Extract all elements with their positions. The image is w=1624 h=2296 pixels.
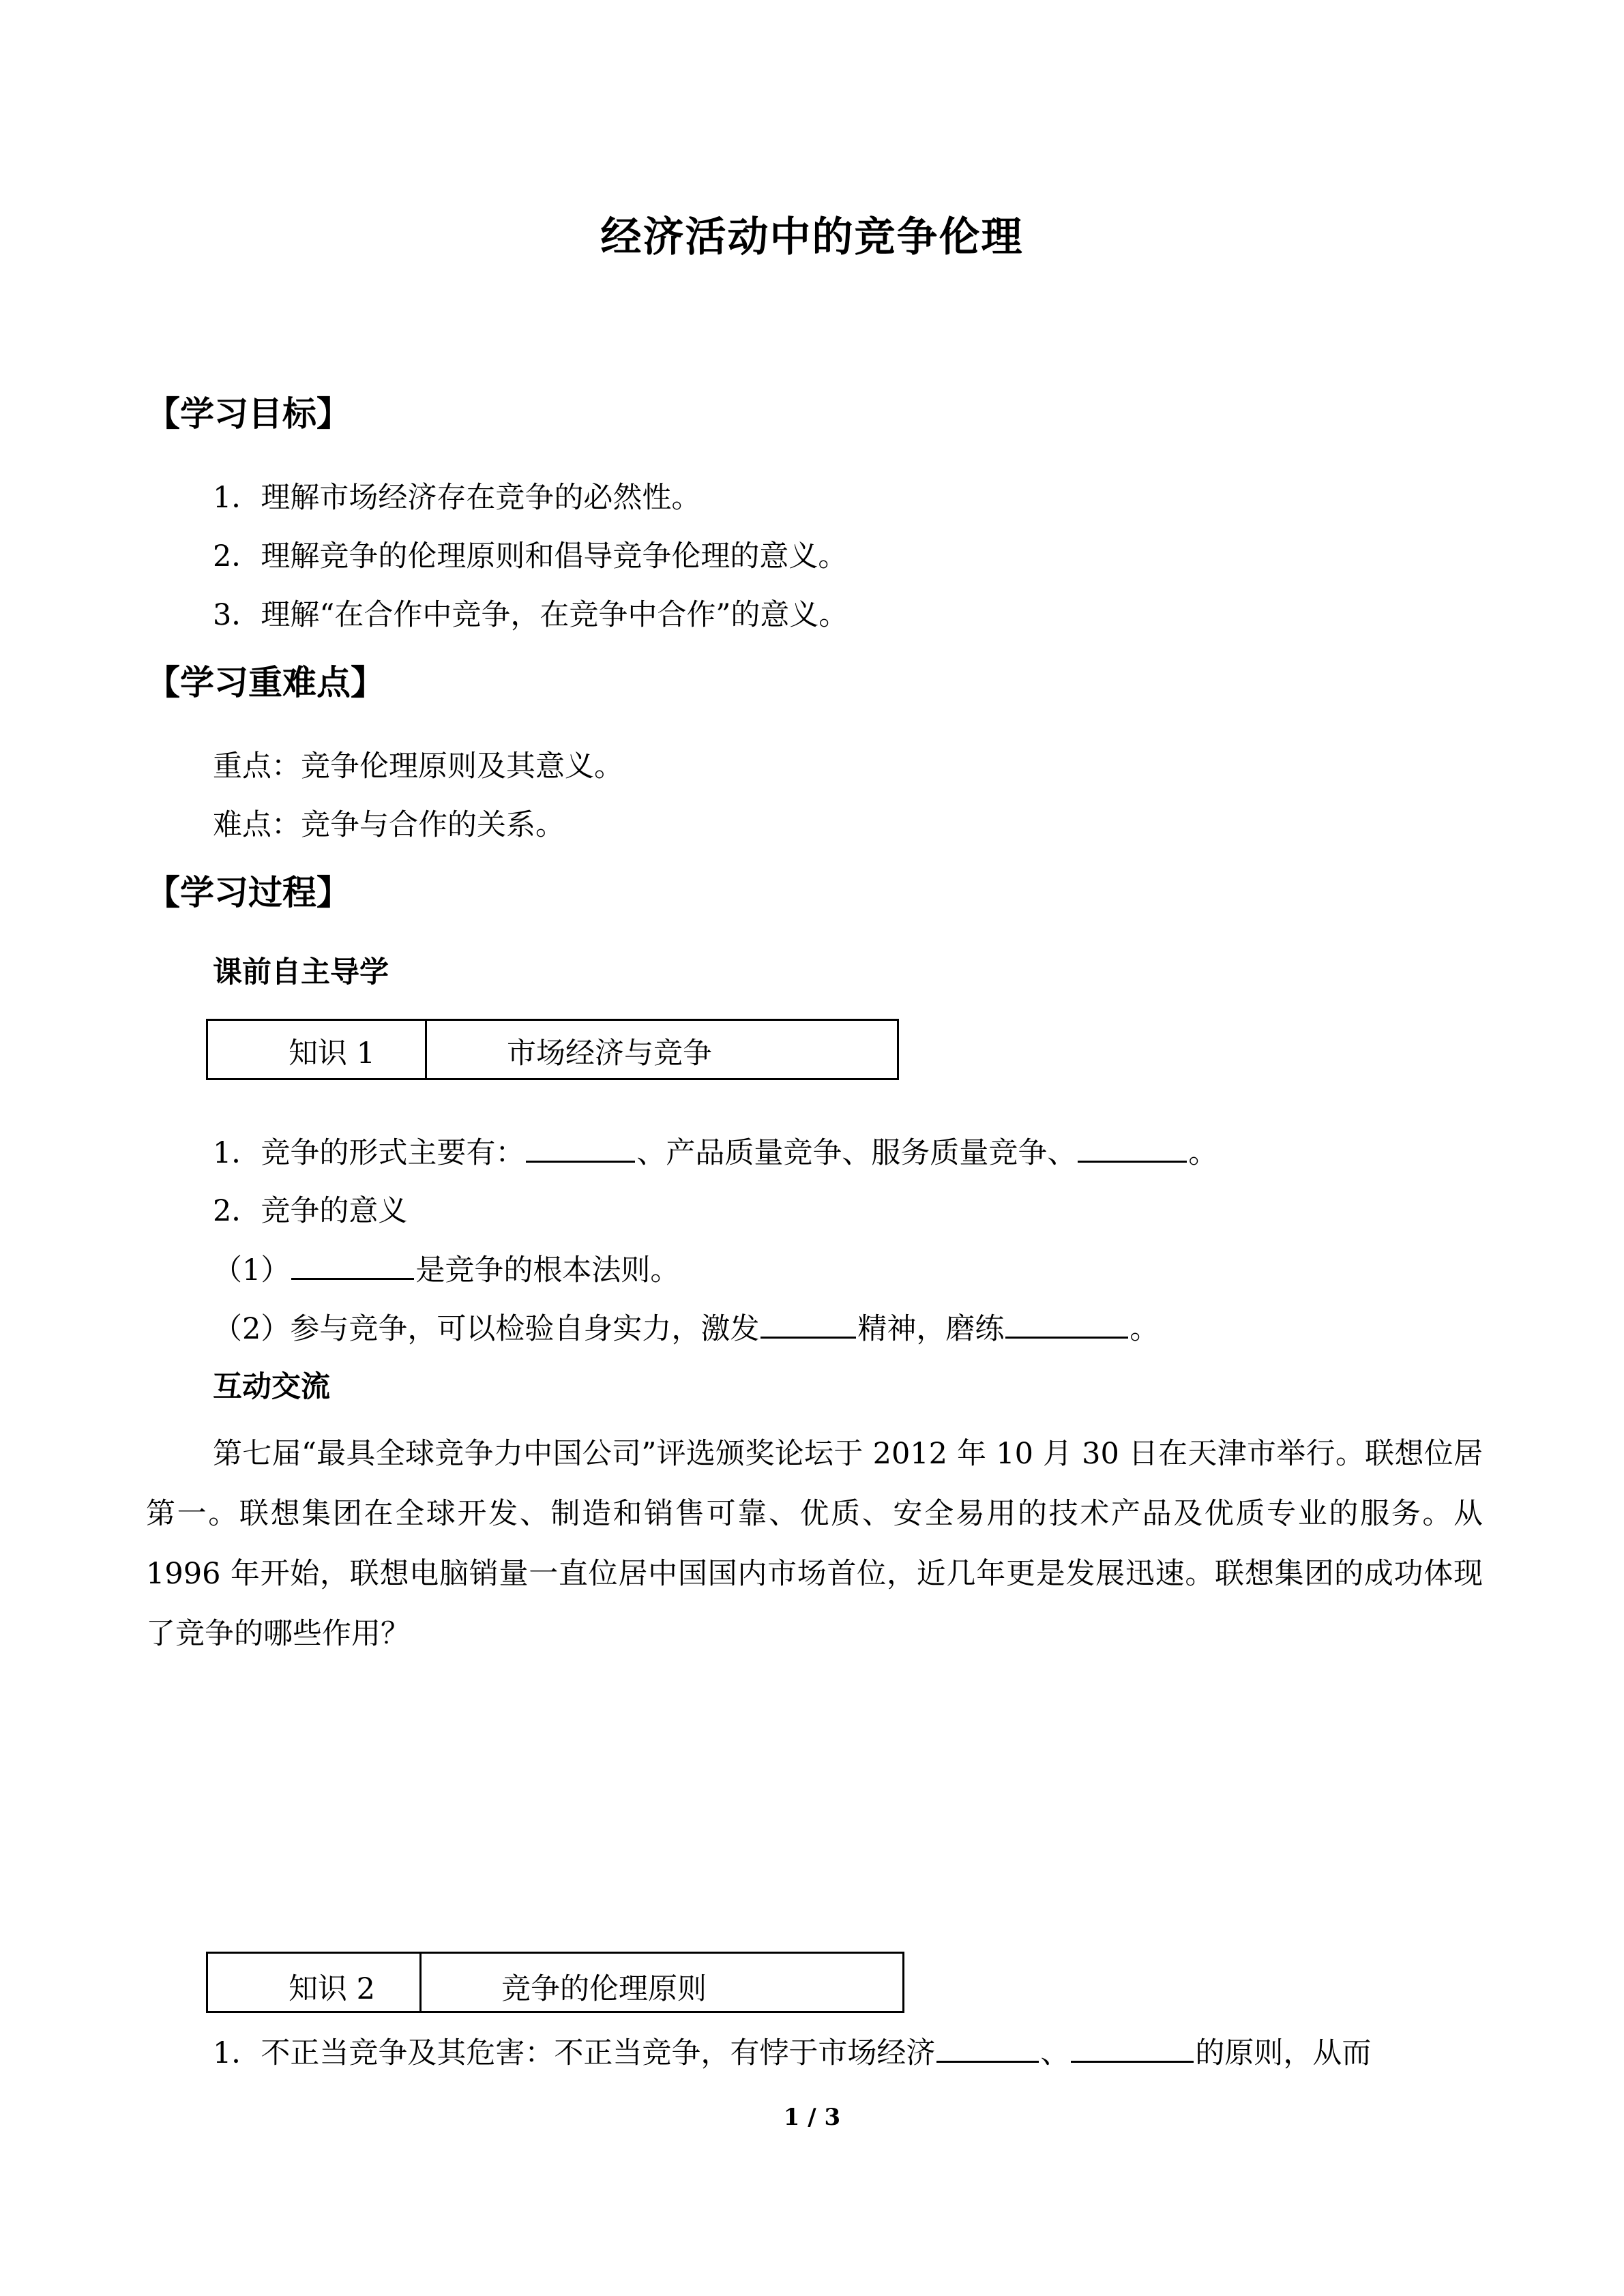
- knowledge-2-label: 知识 2: [289, 1972, 376, 2006]
- question-text: 1．竞争的形式主要有：: [213, 1136, 525, 1170]
- section-heading-key-points: 【学习重难点】: [146, 663, 385, 702]
- question-text: 是竞争的根本法则。: [415, 1253, 680, 1287]
- objective-item-3: 3．理解“在合作中竞争，在竞争中合作”的意义。: [213, 598, 848, 632]
- knowledge-box-1: [206, 1019, 899, 1080]
- page-title: 经济活动中的竞争伦理: [600, 213, 1024, 261]
- question-text: （2）参与竞争，可以检验自身实力，激发: [213, 1312, 760, 1346]
- knowledge-1-topic: 市场经济与竞争: [507, 1037, 712, 1071]
- question-text: 、: [1040, 2036, 1070, 2070]
- question-forms-of-competition: [213, 1132, 1217, 1174]
- answer-blank[interactable]: [1071, 2032, 1194, 2063]
- answer-blank[interactable]: [291, 1249, 414, 1280]
- question-significance-1: [213, 1249, 679, 1291]
- question-significance: 2．竞争的意义: [213, 1194, 408, 1228]
- answer-blank[interactable]: [936, 2032, 1039, 2063]
- knowledge-box-2: [206, 1952, 904, 2013]
- answer-blank[interactable]: [1005, 1308, 1128, 1339]
- objective-item-2: 2．理解竞争的伦理原则和倡导竞争伦理的意义。: [213, 539, 848, 573]
- knowledge-1-label: 知识 1: [289, 1037, 376, 1071]
- question-unfair-competition: [213, 2032, 1371, 2074]
- section-heading-process: 【学习过程】: [146, 873, 351, 912]
- question-text: 精神，磨练: [857, 1312, 1005, 1346]
- question-text: 、产品质量竞争、服务质量竞争、: [636, 1136, 1077, 1170]
- knowledge-2-topic: 竞争的伦理原则: [501, 1972, 707, 2006]
- answer-blank[interactable]: [1078, 1132, 1187, 1163]
- subheading-pre-study: 课前自主导学: [213, 955, 389, 989]
- question-text: （1）: [213, 1253, 291, 1287]
- question-text: 的原则，从而: [1195, 2036, 1372, 2070]
- answer-blank[interactable]: [761, 1308, 856, 1339]
- question-text: 。: [1130, 1312, 1160, 1346]
- question-text: 1．不正当竞争及其危害：不正当竞争，有悖于市场经济: [213, 2036, 936, 2070]
- difficult-point-item: 难点：竞争与合作的关系。: [213, 808, 565, 842]
- section-heading-objectives: 【学习目标】: [146, 394, 351, 434]
- subheading-interaction: 互动交流: [213, 1370, 330, 1404]
- question-text: 。: [1188, 1136, 1218, 1170]
- objective-item-1: 1．理解市场经济存在竞争的必然性。: [213, 481, 701, 515]
- answer-blank[interactable]: [526, 1132, 635, 1163]
- key-point-item: 重点：竞争伦理原则及其意义。: [213, 749, 623, 784]
- case-paragraph: 第七届“最具全球竞争力中国公司”评选颁奖论坛于 2012 年 10 月 30 日在天津市举行。联想位居第一。联想集团在全球开发、制造和销售可靠、优质、安全易用的技术产品及优质专业的服务。从 1996 年开始，联想电脑销量一直位居中国国内市场首位，近几年更是发展迅速。联想集团的成功体现了竞争的哪些作用？: [146, 1437, 1483, 1651]
- page-number: 1 / 3: [783, 2104, 841, 2131]
- question-significance-2: [213, 1308, 1159, 1350]
